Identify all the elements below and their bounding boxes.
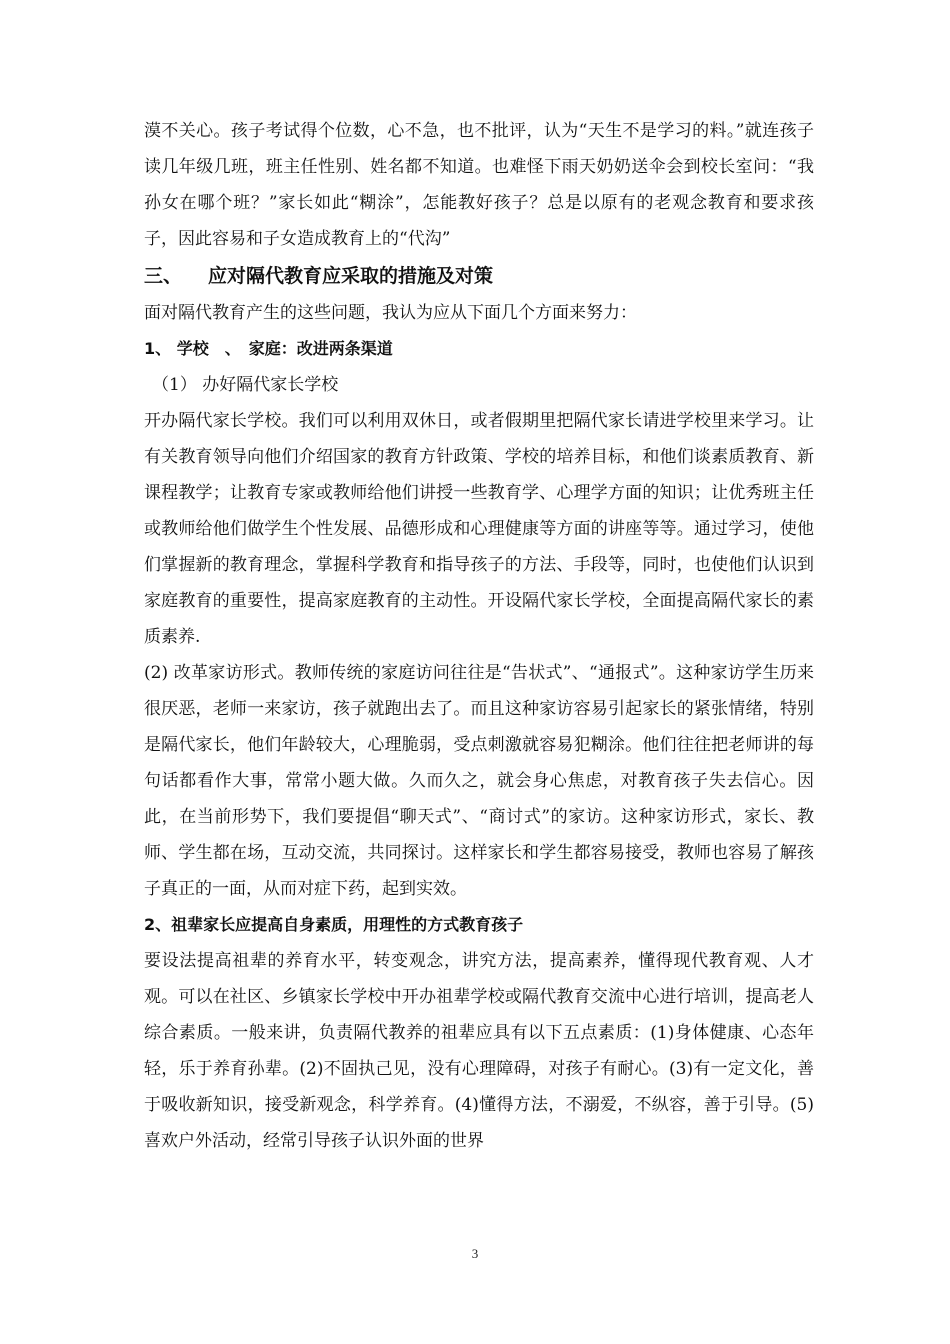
subheading-1: 1、 学校 、 家庭：改进两条渠道 xyxy=(144,339,393,358)
section-heading xyxy=(144,257,814,295)
page-number: 3 xyxy=(471,1246,479,1261)
paragraph-overview: 面对隔代教育产生的这些问题，我认为应从下面几个方面来努力： xyxy=(144,303,637,323)
subheading-2: 2、祖辈家长应提高自身素质，用理性的方式教育孩子 xyxy=(144,915,524,934)
section-heading-text: 应对隔代教育应采取的措施及对策 xyxy=(208,265,494,287)
paragraph-grandparents: 要设法提高祖辈的养育水平，转变观念，讲究方法，提高素养，懂得现代教育观、人才观。可以在社区、乡镇家长学校中开办祖辈学校或隔代教育交流中心进行培训，提高老人综合素质。一般来讲，负责隔代教养的祖辈应具有以下五点素质：(1)身体健康、心态年轻，乐于养育孙辈。(2)不固执己见，没有心理障碍，对孩子有耐心。(3)有一定文化，善于吸收新知识，接受新观念，科学养育。(4)懂得方法，不溺爱，不纵容，善于引导。(5)喜欢户外活动，经常引导孩子认识外面的世界 xyxy=(144,951,814,1151)
paragraph-intro-continued: 漠不关心。孩子考试得个位数，心不急，也不批评，认为“天生不是学习的料。”就连孩子读几年级几班，班主任性别、姓名都不知道。也难怪下雨天奶奶送伞会到校长室问：“我孙女在哪个班？”家长如此“糊涂”，怎能教好孩子？总是以原有的老观念教育和要求孩子，因此容易和子女造成教育上的“代沟” xyxy=(144,121,814,249)
paragraph-home-visit: (2) 改革家访形式。教师传统的家庭访问往往是“告状式”、“通报式”。这种家访学生历来很厌恶，老师一来家访，孩子就跑出去了。而且这种家访容易引起家长的紧张情绪，特别是隔代家长，他们年龄较大，心理脆弱，受点刺激就容易犯糊涂。他们往往把老师讲的每句话都看作大事，常常小题大做。久而久之，就会身心焦虑，对教育孩子失去信心。因此，在当前形势下，我们要提倡“聊天式”、“商讨式”的家访。这种家访形式，家长、教师、学生都在场，互动交流，共同探讨。这样家长和学生都容易接受，教师也容易了解孩子真正的一面，从而对症下药，起到实效。 xyxy=(144,663,814,899)
section-heading-number: 三、 xyxy=(144,265,183,287)
paragraph-parent-school: 开办隔代家长学校。我们可以利用双休日，或者假期里把隔代家长请进学校里来学习。让有关教育领导向他们介绍国家的教育方针政策、学校的培养目标，和他们谈素质教育、新课程教学；让教育专家或教师给他们讲授一些教育学、心理学方面的知识；让优秀班主任或教师给他们做学生个性发展、品德形成和心理健康等方面的讲座等等。通过学习，使他们掌握新的教育理念，掌握科学教育和指导孩子的方法、手段等，同时，也使他们认识到家庭教育的重要性，提高家庭教育的主动性。开设隔代家长学校，全面提高隔代家长的素质素养. xyxy=(144,411,814,647)
sub-item-1: （1） 办好隔代家长学校 xyxy=(152,375,339,395)
page-body xyxy=(144,113,814,1159)
